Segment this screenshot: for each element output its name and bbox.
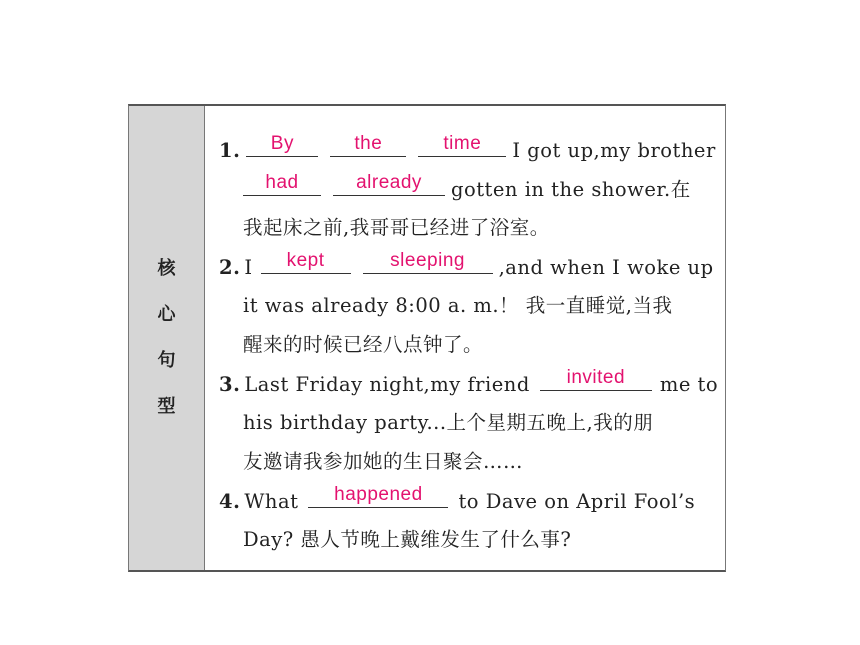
sentence-text: me to: [659, 373, 719, 396]
item-4-line-1: [219, 485, 695, 513]
item-2-line-2: it was already 8:00 a. m.！ 我一直睡觉,当我: [243, 294, 673, 317]
answer-text: time: [443, 133, 482, 154]
answer-blank[interactable]: [330, 134, 406, 157]
side-label: [129, 106, 205, 570]
sentence-text: What: [244, 490, 299, 513]
item-number: 1.: [219, 139, 241, 162]
answer-text: sleeping: [390, 250, 465, 271]
answer-blank[interactable]: [308, 485, 448, 508]
side-label-char: 心: [157, 304, 176, 325]
sentences: [205, 106, 725, 570]
item-2-line-3: 醒来的时候已经八点钟了。: [243, 333, 484, 356]
answer-text: invited: [566, 367, 626, 388]
item-3-line-2: his birthday party...上个星期五晚上,我的朋: [243, 411, 654, 434]
answer-blank[interactable]: [246, 134, 318, 157]
sentence-text: Last Friday night,my friend: [244, 373, 530, 396]
answer-blank[interactable]: [261, 251, 351, 274]
item-2-line-1: [219, 251, 714, 279]
item-number: 3.: [219, 373, 241, 396]
side-label-char: 型: [157, 396, 176, 417]
answer-text: By: [270, 133, 294, 154]
answer-text: the: [354, 133, 383, 154]
answer-text: had: [265, 172, 299, 193]
answer-blank[interactable]: [243, 173, 321, 196]
item-number: 4.: [219, 490, 241, 513]
side-label-char: 句: [157, 350, 176, 371]
answer-text: kept: [286, 250, 325, 271]
item-1-line-1: [219, 134, 716, 162]
answer-blank[interactable]: [540, 368, 652, 391]
sentence-text: I got up,my brother: [512, 139, 716, 162]
sentence-text: I: [244, 256, 253, 279]
item-1-line-3: 我起床之前,我哥哥已经进了浴室。: [243, 216, 550, 239]
answer-blank[interactable]: [418, 134, 506, 157]
answer-text: happened: [334, 484, 423, 505]
side-label-char: 核: [157, 258, 176, 279]
item-number: 2.: [219, 256, 241, 279]
sentence-text: ,and when I woke up: [498, 256, 714, 279]
item-4-line-2: Day? 愚人节晚上戴维发生了什么事?: [243, 528, 572, 551]
answer-blank[interactable]: [363, 251, 493, 274]
answer-text: already: [356, 172, 422, 193]
item-3-line-1: [219, 368, 718, 396]
item-1-line-2: [243, 173, 691, 202]
key-sentences-card: [128, 104, 726, 572]
sentence-text: gotten in the shower.在: [451, 178, 691, 201]
sentence-text: to Dave on April Fool’s: [458, 490, 696, 513]
item-3-line-3: 友邀请我参加她的生日聚会……: [243, 450, 524, 473]
answer-blank[interactable]: [333, 173, 445, 196]
